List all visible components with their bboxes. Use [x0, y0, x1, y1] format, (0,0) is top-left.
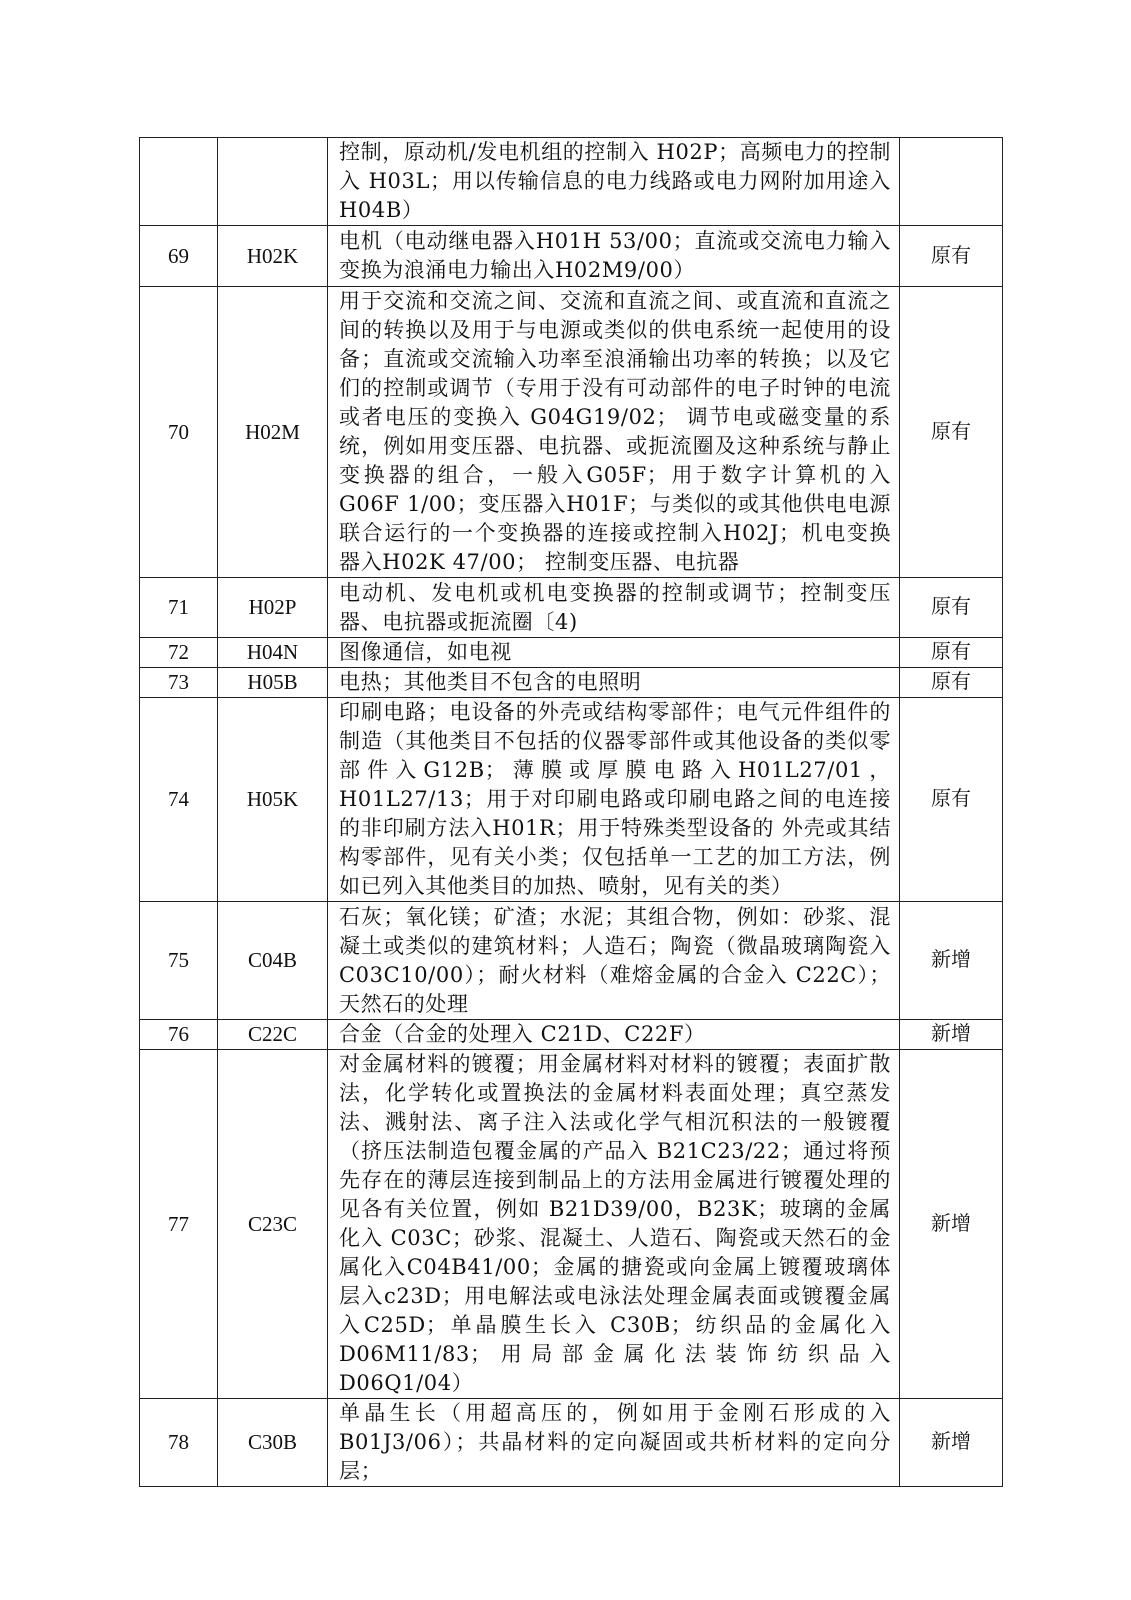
- row-number: 72: [140, 638, 218, 668]
- category-description: 合金（合金的处理入 C21D、C22F）: [328, 1020, 900, 1050]
- ipc-code: C23C: [218, 1050, 328, 1399]
- category-description: 电机（电动继电器入H01H 53/00；直流或交流电力输入变换为浪涌电力输出入H02M9/00）: [328, 226, 900, 287]
- table-row: [140, 668, 1003, 698]
- row-number: 71: [140, 578, 218, 638]
- status-label: 新增: [900, 1399, 1003, 1487]
- category-description: 用于交流和交流之间、交流和直流之间、或直流和直流之间的转换以及用于与电源或类似的供电系统一起使用的设备；直流或交流输入功率至浪涌输出功率的转换；以及它们的控制或调节（专用于没有可动部件的电子时钟的电流或者电压的变换入 G04G19/02； 调节电或磁变量的系统，例如用变压器、电抗器、或扼流圈及这种系统与静止变换器的组合，一般入G05F；用于数字计算机的入G06F 1/00；变压器入H01F；与类似的或其他供电电源联合运行的一个变换器的连接或控制入H02J；机电变换器入H02K 47/00； 控制变压器、电抗器: [328, 287, 900, 578]
- ipc-code: H05K: [218, 698, 328, 902]
- status-label: 原有: [900, 287, 1003, 578]
- category-description: 控制，原动机/发电机组的控制入 H02P；高频电力的控制入 H03L；用以传输信息的电力线路或电力网附加用途入 H04B）: [328, 138, 900, 226]
- ipc-code: H02M: [218, 287, 328, 578]
- status-label: 新增: [900, 902, 1003, 1020]
- table-row: [140, 287, 1003, 578]
- status-label: [900, 138, 1003, 226]
- row-number: 74: [140, 698, 218, 902]
- ipc-code: C30B: [218, 1399, 328, 1487]
- category-description: 石灰；氧化镁；矿渣；水泥；其组合物，例如：砂浆、混凝土或类似的建筑材料；人造石；陶瓷（微晶玻璃陶瓷入C03C10/00）；耐火材料（难熔金属的合金入 C22C）；天然石的处理: [328, 902, 900, 1020]
- category-description: 图像通信，如电视: [328, 638, 900, 668]
- row-number: 76: [140, 1020, 218, 1050]
- status-label: 新增: [900, 1020, 1003, 1050]
- table-row: [140, 226, 1003, 287]
- row-number: [140, 138, 218, 226]
- table-row: [140, 638, 1003, 668]
- row-number: 77: [140, 1050, 218, 1399]
- table-row: [140, 698, 1003, 902]
- category-description: 印刷电路；电设备的外壳或结构零部件；电气元件组件的制造（其他类目不包括的仪器零部件或其他设备的类似零部件入G12B；薄膜或厚膜电路入H01L27/01，H01L27/13；用于对印刷电路或印刷电路之间的电连接的非印刷方法入H01R；用于特殊类型设备的 外壳或其结构零部件，见有关小类；仅包括单一工艺的加工方法，例如已列入其他类目的加热、喷射，见有关的类）: [328, 698, 900, 902]
- ipc-code: [218, 138, 328, 226]
- row-number: 70: [140, 287, 218, 578]
- category-description: 单晶生长（用超高压的，例如用于金刚石形成的入B01J3/06）；共晶材料的定向凝固或共析材料的定向分层；: [328, 1399, 900, 1487]
- row-number: 73: [140, 668, 218, 698]
- category-description: 电动机、发电机或机电变换器的控制或调节；控制变压器、电抗器或扼流圈〔4): [328, 578, 900, 638]
- table-row: [140, 1020, 1003, 1050]
- table-row: [140, 902, 1003, 1020]
- ipc-code: H05B: [218, 668, 328, 698]
- status-label: 原有: [900, 668, 1003, 698]
- table-row: [140, 1399, 1003, 1487]
- row-number: 75: [140, 902, 218, 1020]
- table-row: [140, 578, 1003, 638]
- patent-classification-table: [139, 137, 1003, 1487]
- row-number: 78: [140, 1399, 218, 1487]
- table-row: [140, 138, 1003, 226]
- status-label: 原有: [900, 698, 1003, 902]
- category-description: 电热；其他类目不包含的电照明: [328, 668, 900, 698]
- status-label: 新增: [900, 1050, 1003, 1399]
- row-number: 69: [140, 226, 218, 287]
- ipc-code: C22C: [218, 1020, 328, 1050]
- ipc-code: H04N: [218, 638, 328, 668]
- status-label: 原有: [900, 578, 1003, 638]
- ipc-code: C04B: [218, 902, 328, 1020]
- ipc-code: H02P: [218, 578, 328, 638]
- table-row: [140, 1050, 1003, 1399]
- status-label: 原有: [900, 638, 1003, 668]
- status-label: 原有: [900, 226, 1003, 287]
- category-description: 对金属材料的镀覆；用金属材料对材料的镀覆；表面扩散法，化学转化或置换法的金属材料表面处理；真空蒸发法、溅射法、离子注入法或化学气相沉积法的一般镀覆（挤压法制造包覆金属的产品入 B21C23/22；通过将预先存在的薄层连接到制品上的方法用金属进行镀覆处理的见各有关位置，例如 B21D39/00，B23K；玻璃的金属化入 C03C；砂浆、混凝土、人造石、陶瓷或天然石的金属化入C04B41/00；金属的搪瓷或向金属上镀覆玻璃体层入c23D；用电解法或电泳法处理金属表面或镀覆金属入C25D；单晶膜生长入 C30B；纺织品的金属化入D06M11/83；用局部金属化法装饰纺织品入 D06Q1/04）: [328, 1050, 900, 1399]
- ipc-code: H02K: [218, 226, 328, 287]
